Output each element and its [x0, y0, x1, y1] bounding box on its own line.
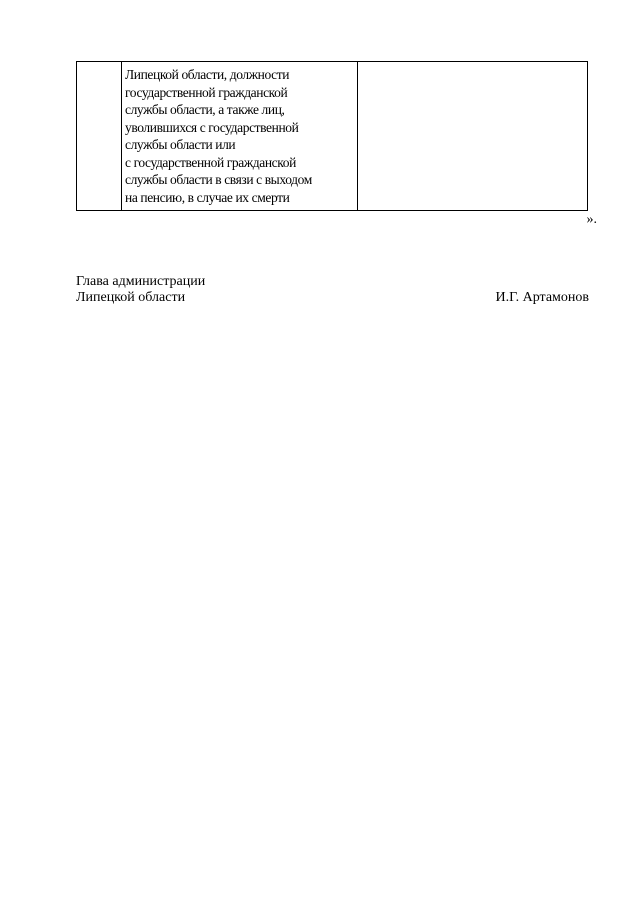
table-cell-line: службы области, а также лиц, [125, 102, 285, 117]
signature-row [76, 290, 589, 306]
table-cell-line: на пенсию, в случае их смерти [125, 189, 290, 205]
table-cell-line: уволившихся с государственной [125, 119, 299, 135]
document-table [76, 61, 588, 211]
signature-position-line1: Глава администрации [76, 274, 206, 289]
table-cell-text [122, 62, 358, 211]
signature-name: И.Г. Артамонов [495, 290, 589, 305]
closing-quote: ». [586, 212, 597, 227]
signature-block [76, 274, 589, 306]
table-cell-line: службы области или [125, 137, 236, 152]
signature-position-line2: Липецкой области [76, 290, 186, 305]
table-cell-number [77, 62, 122, 211]
table-cell-line: государственной гражданской [125, 84, 288, 100]
table-row [77, 62, 588, 211]
table-cell-text-content [122, 62, 357, 206]
table-cell-note [358, 62, 588, 211]
table-cell-line: службы области в связи с выходом [125, 172, 312, 187]
table-cell-line: Липецкой области, должности [125, 67, 290, 82]
table-cell-line: с государственной гражданской [125, 154, 296, 170]
